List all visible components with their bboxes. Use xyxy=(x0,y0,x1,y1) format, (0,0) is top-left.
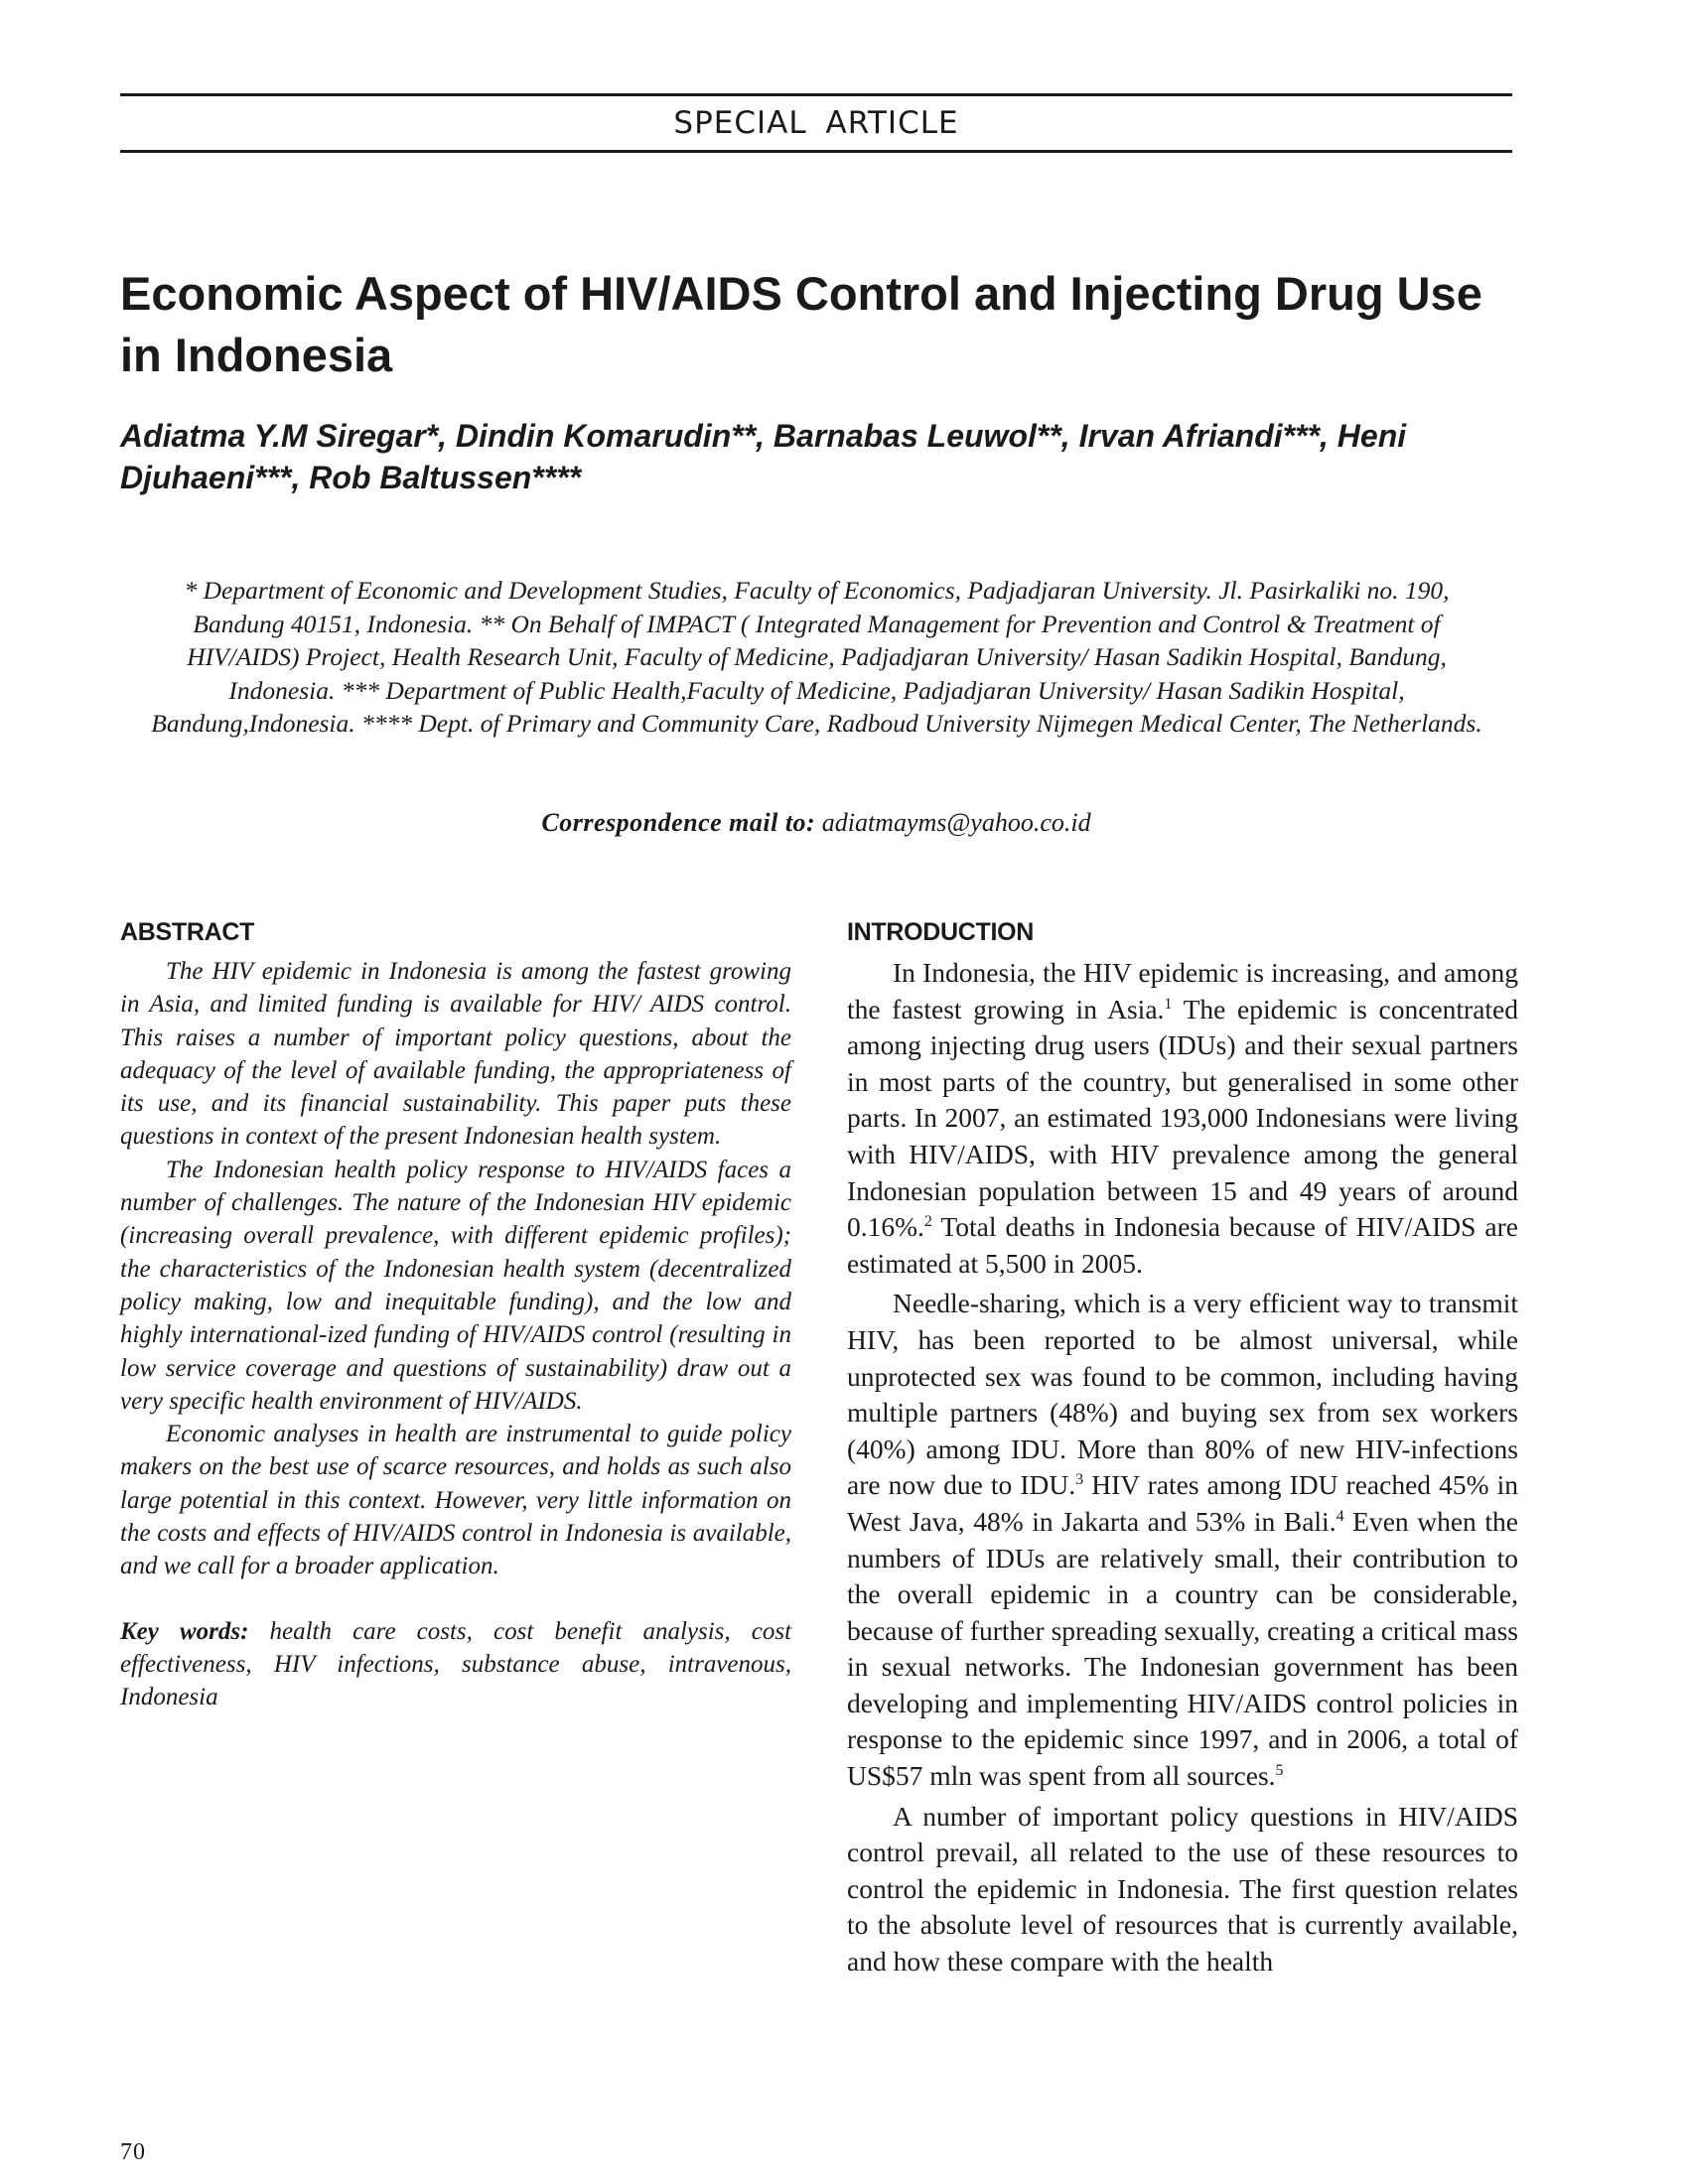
header-bottom-rule xyxy=(120,150,1512,153)
introduction-paragraph xyxy=(847,955,1518,1282)
correspondence-line xyxy=(120,806,1512,840)
text-run: Total deaths in Indonesia because of HIV/AIDS are estimated at 5,500 in 2005. xyxy=(847,1211,1518,1279)
abstract-paragraph: Economic analyses in health are instrumental to guide policy makers on the best use of scarce resources, and holds as such also large potential in this context. However, very little information on the costs and effects of HIV/AIDS control in Indonesia is available, and we call for a broader application. xyxy=(120,1421,791,1580)
introduction-column xyxy=(847,915,1518,1984)
page-number: 70 xyxy=(120,2139,146,2165)
text-run: Even when the numbers of IDUs are relatively small, their contribution to the overall epidemic in a country can be considerable, because of further spreading sexually, creating a critical mass in sexual networks. The Indonesian government has been developing and implementing HIV/AIDS control policies in response to the epidemic since 1997, and in 2006, a total of US$57 mln was spent from all sources. xyxy=(847,1505,1518,1792)
citation-ref: 2 xyxy=(923,1213,932,1230)
section-label: SPECIAL ARTICLE xyxy=(673,105,959,141)
citation-ref: 3 xyxy=(1075,1471,1084,1489)
author-list: Adiatma Y.M Siregar*, Dindin Komarudin**, Barnabas Leuwol**, Irvan Afriandi***, Heni Djuhaeni***, Rob Baltussen**** xyxy=(120,418,1407,495)
text-run: In Indonesia, the HIV epidemic is increasing, and among the fastest growing in Asia. xyxy=(847,957,1518,1024)
citation-ref: 1 xyxy=(1164,995,1173,1013)
abstract-column xyxy=(120,915,791,1714)
header-top-rule xyxy=(120,93,1512,96)
introduction-heading: INTRODUCTION xyxy=(847,918,1035,946)
abstract-paragraph: The Indonesian health policy response to HIV/AIDS faces a number of challenges. The nature of the Indonesian HIV epidemic (increasing overall prevalence, with different epidemic profiles); the characteristics of the Indonesian health system (decentralized policy making, low and inequitable funding), and the low and highly international-ized funding of HIV/AIDS control (resulting in low service coverage and questions of sustainability) draw out a very specific health environment of HIV/AIDS. xyxy=(120,1156,791,1415)
article-title: Economic Aspect of HIV/AIDS Control and Injecting Drug Use in Indonesia xyxy=(120,267,1482,381)
abstract-paragraph: The HIV epidemic in Indonesia is among the fastest growing in Asia, and limited funding is available for HIV/ AIDS control. This raises a number of important policy questions, about the adequacy of the level of available funding, the appropriateness of its use, and its financial sustainability. This paper puts these questions in context of the present Indonesian health system. xyxy=(120,958,791,1151)
keywords xyxy=(120,1615,791,1714)
text-run: The epidemic is concentrated among injecting drug users (IDUs) and their sexual partners in most parts of the country, but generalised in some other parts. In 2007, an estimated 193,000 Indonesians were living with HIV/AIDS, with HIV prevalence among the general Indonesian population between 15 and 49 years of around 0.16%. xyxy=(847,993,1518,1243)
affiliations: * Department of Economic and Development Studies, Faculty of Economics, Padjadjaran University. Jl. Pasirkaliki no. 190, Bandung 40151, Indonesia. ** On Behalf of IMPACT ( Integrated Management for Prevention and Control & Treatment of HIV/AIDS) Project, Health Research Unit, Faculty of Medicine, Padjadjaran University/ Hasan Sadikin Hospital, Bandung, Indonesia. *** Department of Public Health,Faculty of Medicine, Padjadjaran University/ Hasan Sadikin Hospital, Bandung,Indonesia. **** Dept. of Primary and Community Care, Radboud University Nijmegen Medical Center, The Netherlands. xyxy=(151,576,1482,738)
keywords-label: Key words: xyxy=(120,1617,249,1645)
citation-ref: 4 xyxy=(1336,1507,1344,1525)
text-run: Needle-sharing, which is a very efficient way to transmit HIV, has been reported to be almost universal, while unprotected sex was found to be common, including having multiple partners (48%) and buying sex from sex workers (40%) among IDU. More than 80% of new HIV-infections are now due to IDU. xyxy=(847,1288,1518,1501)
correspondence-email[interactable]: adiatmayms@yahoo.co.id xyxy=(821,808,1091,837)
text-run: HIV rates among IDU reached 45% in West Java, 48% in Jakarta and 53% in Bali. xyxy=(847,1469,1519,1537)
introduction-paragraph: A number of important policy questions in HIV/AIDS control prevail, all related to the use of these resources to control the epidemic in Indonesia. The first question relates to the absolute level of resources that is currently available, and how these compare with the health xyxy=(847,1800,1518,1978)
abstract-heading: ABSTRACT xyxy=(120,918,255,946)
introduction-paragraph xyxy=(847,1286,1518,1794)
citation-ref: 5 xyxy=(1275,1761,1284,1779)
correspondence-label: Correspondence mail to: xyxy=(541,808,816,837)
keywords-text: health care costs, cost benefit analysis, cost effectiveness, HIV infections, substance abuse, intravenous, Indonesia xyxy=(120,1617,792,1711)
